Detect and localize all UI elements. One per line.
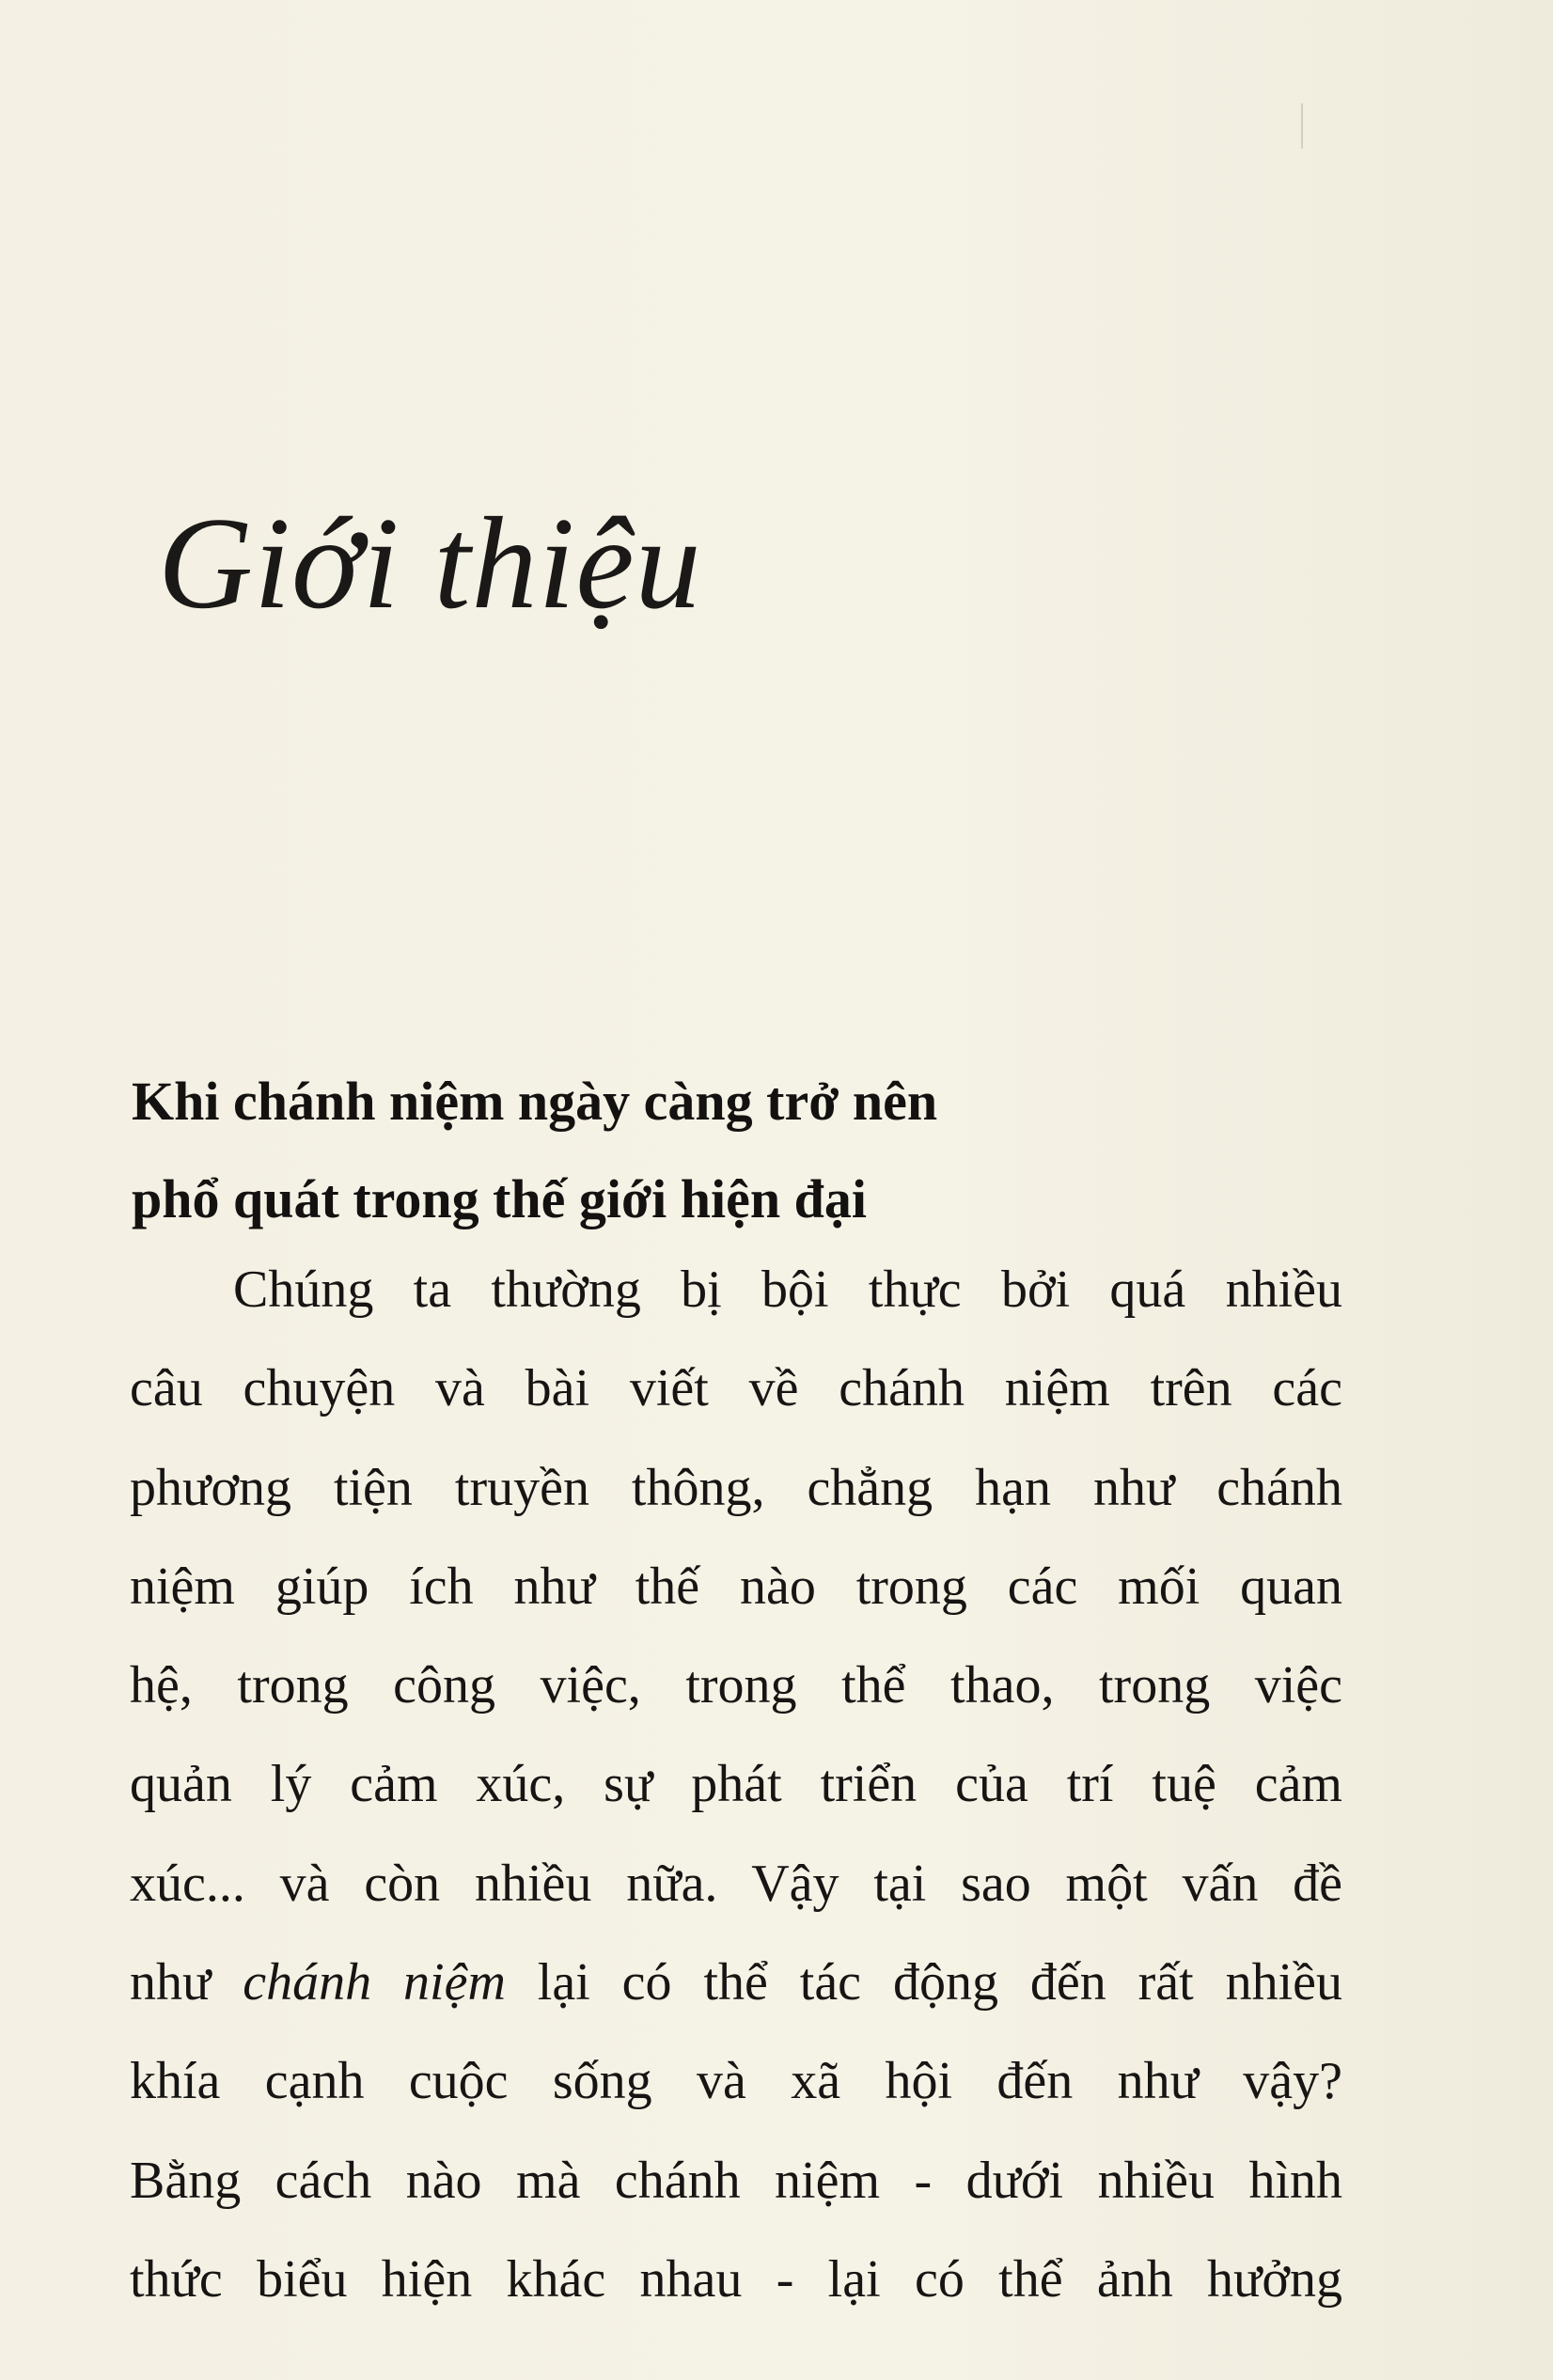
body-line-with-emphasis <box>130 1934 1342 2032</box>
section-heading <box>132 1053 1354 1248</box>
body-paragraph <box>130 1241 1342 2329</box>
section-heading-line: Khi chánh niệm ngày càng trở nên <box>132 1071 938 1132</box>
running-head-divider <box>1301 103 1303 149</box>
body-line: thức biểu hiện khác nhau - lại có thể ảnh hưởng <box>130 2249 1342 2309</box>
body-text-segment: lại có thể tác động đến rất nhiều <box>505 1953 1342 2012</box>
emphasized-term: chánh niệm <box>243 1953 506 2012</box>
chapter-title: Giới thiệu <box>158 491 702 636</box>
body-line: niệm giúp ích như thế nào trong các mối quan <box>130 1557 1342 1616</box>
body-line: khía cạnh cuộc sống và xã hội đến như vậy? <box>130 2052 1342 2111</box>
body-line: quản lý cảm xúc, sự phát triển của trí tuệ cảm <box>130 1755 1342 1814</box>
body-line: phương tiện truyền thông, chẳng hạn như chánh <box>130 1458 1342 1517</box>
body-line: Bằng cách nào mà chánh niệm - dưới nhiều hình <box>130 2151 1342 2210</box>
body-line: câu chuyện và bài viết về chánh niệm trên các <box>130 1359 1342 1418</box>
body-line: xúc... và còn nhiều nữa. Vậy tại sao một vấn đề <box>130 1854 1342 1913</box>
section-heading-line: phổ quát trong thế giới hiện đại <box>132 1168 868 1229</box>
body-text-segment: như <box>130 1953 243 2012</box>
body-line: Chúng ta thường bị bội thực bởi quá nhiều <box>233 1260 1342 1319</box>
body-line: hệ, trong công việc, trong thể thao, trong việc <box>130 1656 1342 1715</box>
